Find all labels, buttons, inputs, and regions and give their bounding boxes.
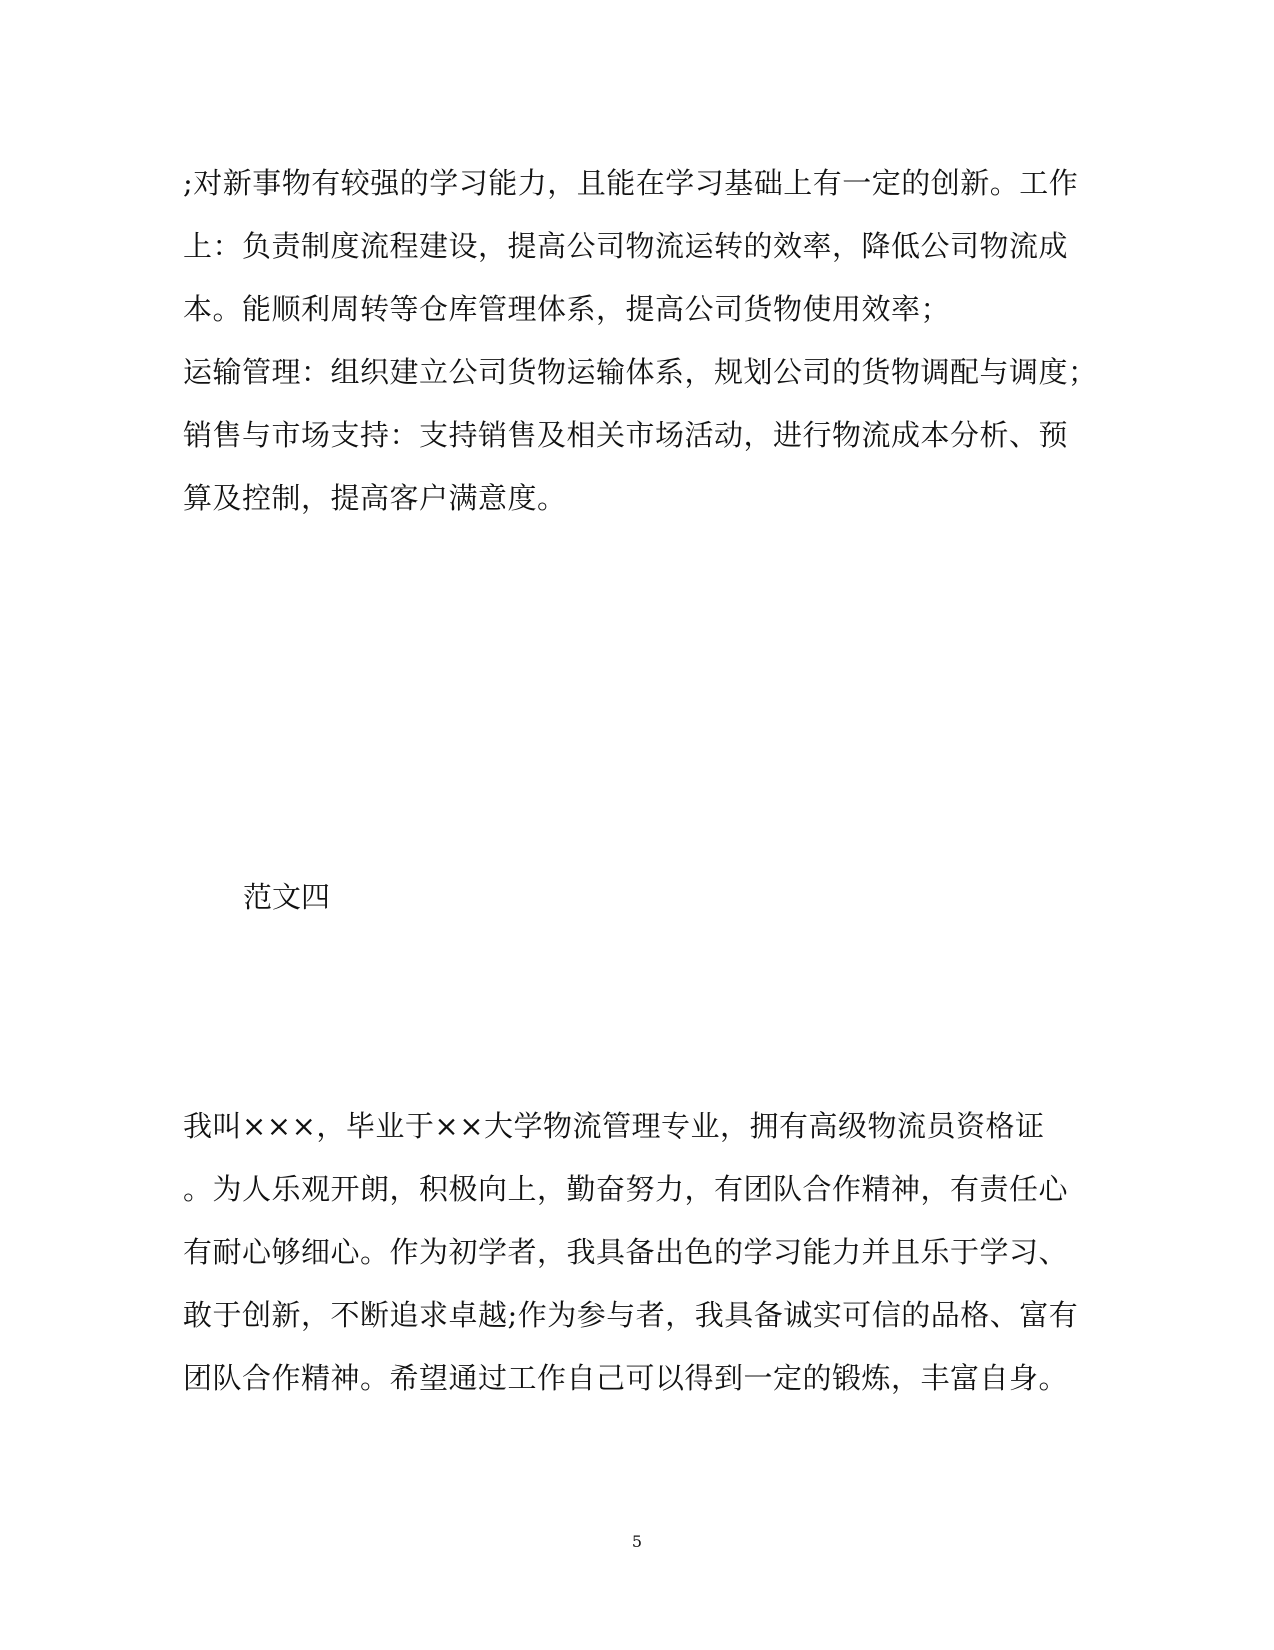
text-line: 我叫×××，毕业于××大学物流管理专业，拥有高级物流员资格证 xyxy=(183,1109,1045,1143)
section-heading: 范文四 xyxy=(243,880,331,914)
text-line: 敢于创新，不断追求卓越;作为参与者，我具备诚实可信的品格、富有 xyxy=(183,1298,1079,1332)
text-line: 团队合作精神。希望通过工作自己可以得到一定的锻炼，丰富自身。 xyxy=(183,1361,1069,1395)
text-line: 有耐心够细心。作为初学者，我具备出色的学习能力并且乐于学习、 xyxy=(183,1235,1069,1269)
text-line: 上：负责制度流程建设，提高公司物流运转的效率，降低公司物流成 xyxy=(183,229,1069,263)
text-line: 。为人乐观开朗，积极向上，勤奋努力，有团队合作精神，有责任心 xyxy=(183,1172,1069,1206)
page-number: 5 xyxy=(631,1532,643,1551)
text-line: 算及控制，提高客户满意度。 xyxy=(183,481,567,515)
text-line: 本。能顺利周转等仓库管理体系，提高公司货物使用效率； xyxy=(183,292,951,326)
text-line: 运输管理：组织建立公司货物运输体系，规划公司的货物调配与调度； xyxy=(183,355,1098,389)
text-line: ;对新事物有较强的学习能力，且能在学习基础上有一定的创新。工作 xyxy=(183,166,1079,200)
text-line: 销售与市场支持：支持销售及相关市场活动，进行物流成本分析、预 xyxy=(183,418,1069,452)
